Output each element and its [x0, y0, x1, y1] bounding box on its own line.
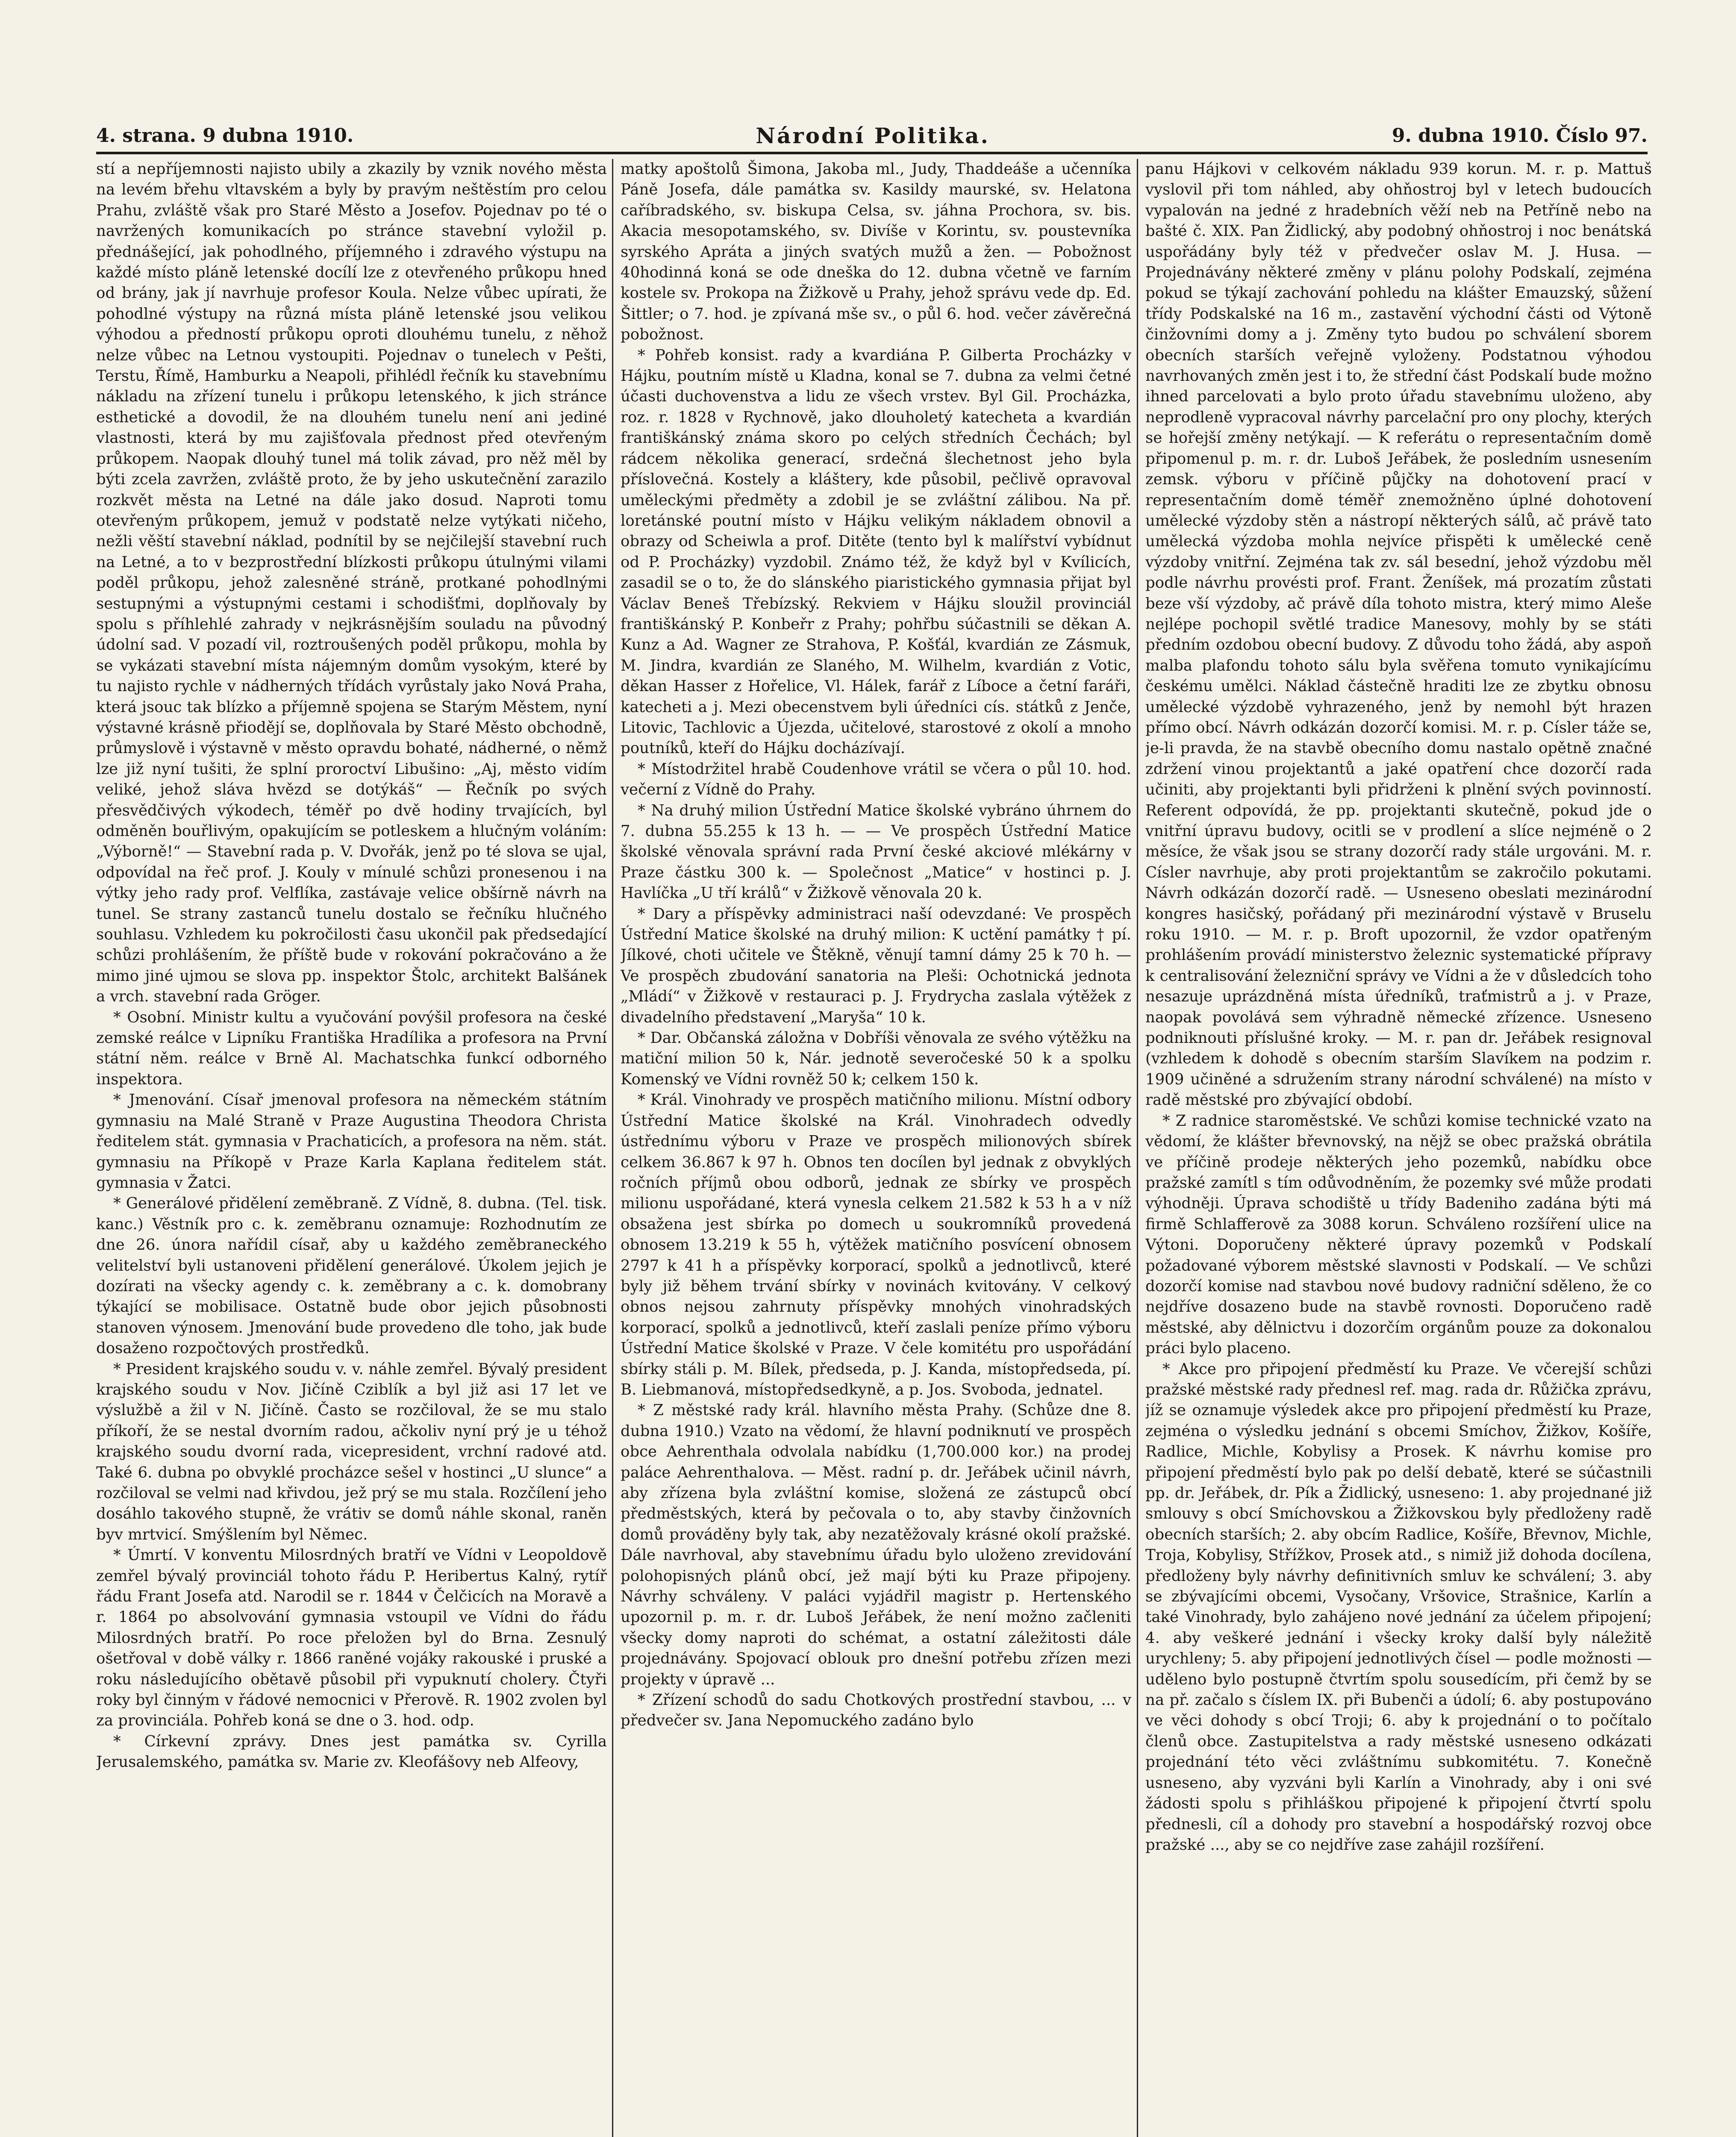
column-3 — [1145, 159, 1652, 2137]
article-paragraph: * Zřízení schodů do sadu Chotkových prostřední stavbou, ... v předvečer sv. Jana Nepomuckého zadáno bylo — [621, 1691, 1131, 1730]
article-paragraph: stí a nepříjemnosti najisto ubily a zkazily by vznik nového města na levém břehu vltavském a byly by pravým neštěstím pro celou Prahu, zvláště však pro Staré Město a Josefov. Pojednav po té o navržených komunikacích po stránce stavební vyložil p. přednášející, jak pohodlného, příjemného i zdravého výstupu na každé místo pláně letenské docílí lze z otevřeného průkopu hned od brány, jak jí navrhuje profesor Koula. Nelze vůbec upírati, že pohodlné výstupy na různá místa pláně letenské jsou velikou výhodou a předností průkopu oproti dlouhému tunelu, z něhož nelze vůbec na Letnou vystoupiti. Pojednav o tunelech v Pešti, Terstu, Římě, Hamburku a Neapoli, přihlédl řečník ku stavebnímu nákladu na zřízení tunelu i průkopu letenského, k jich stránce esthetické a dovodil, že na dlouhém tunelu není ani jediné vlastnosti, která by mu zajišťovala přednost před otevřeným průkopem. Naopak dlouhý tunel má tolik závad, pro něž měl by býti zcela zavržen, zvláště proto, že by jeho uskutečnění zarazilo rozkvět města na Letné na dále jako dosud. Naproti tomu otevřeným průkopem, jemuž v podstatě nelze vytýkati ničeho, nežli věští stavební náklad, podnítil by se nejčilejší stavební ruch na Letné, a to v bezprostřední blízkosti průkopu útulnými vilami poděl průkopu, jehož zalesněné stráně, protkané pohodlnými sestupnými a výstupnými cestami i schodišťmi, doplňovaly by spolu s příhlehlé zahrady v nejkrásnějším souladu na původný údolní sad. V pozadí vil, roztroušených poděl průkopu, mohla by se vykázati stavební místa nájemným domům vysokým, které by tu najisto rychle v nádherných třídách vyrůstaly jako Nová Praha, která jsouc tak blízko a příjemně spojena se Starým Městem, nyní výstavné krásně přiodějí se, doplňovala by Staré Město obchodně, průmyslově i výstavně v město opravdu bohaté, nádherné, o němž lze již nyní tušiti, že splní proroctví Libušino: „Aj, město vidím veliké, jehož sláva hvězd se dotýkáš“ — Řečník po svých přesvědčivých výkodech, téměř po dvě hodiny trvajících, byl odměněn bouřlivým, opakujícím se potleskem a hlučným voláním: „Výborně!“ — Stavební rada p. V. Dvořák, jenž po té slova se ujal, odpovídal na řeč prof. J. Kouly v mínulé schůzi pronesenou i na výtky jeho rady prof. Velflíka, zastávaje velice obšírně návrh na tunel. Se strany zastanců tunelu dostalo se řečníku hlučného souhlasu. Vzhledem ku pokročilosti času ukončil pak předsedající schůzi prohlášením, že příště bude v rokování pokračováno a že mimo jiné ujmou se slova pp. inspektor Štolc, architekt Balšánek a vrch. stavební rada Gröger. — [96, 160, 607, 1006]
page-header — [96, 123, 1648, 148]
article-paragraph: * Akce pro připojení předměstí ku Praze. Ve včerejší schůzi pražské městské rady přednesl ref. mag. rada dr. Růžička zprávu, jíž se oznamuje výsledek akce pro připojení předměstí ku Praze, zejména o výsledku jednání s obcemi Smíchov, Žižkov, Košíře, Radlice, Michle, Kobylisy a Prosek. K návrhu komise pro připojení předměstí bylo pak po delší debatě, které se súčastnili pp. dr. Jeřábek, dr. Pík a Židlický, usneseno: 1. aby projednané již smlouvy s obcí Smíchovskou a Žižkovskou byly předloženy radě obecních starších; 2. aby obcím Radlice, Košíře, Břevnov, Michle, Troja, Kobylisy, Střížkov, Prosek atd., s nimiž již dohoda docílena, předloženy byly návrhy definitivních smluv ke schválení; 3. aby se zbývajícími obcemi, Vysočany, Vršovice, Strašnice, Karlín a také Vinohrady, bylo zahájeno nové jednání za účelem připojení; 4. aby veškeré jednání i všecky kroky další byly náležitě urychleny; 5. aby připojení jednotlivých čísel — podle možnosti — uděleno bylo postupně čtvrtím spolu sousedícím, při čemž by se na př. začalo s číslem IX. při Bubenči a údolí; 6. aby postupováno ve věci dohody s obcí Troji; 6. aby k projednání o to počítalo členů obce. Zastupitelstva a rady městské usneseno odkázati projednání této věci zvláštnímu subkomitétu. 7. Konečně usneseno, aby vyzváni byli Karlín a Vinohrady, aby i oni své žádosti spolu s přihláškou připojené k připojení čtvrtí spolu přednesli, cíl a dohody pro stavební a hospodářský rozvoj obce pražské ..., aby se co nejdříve zase zahájil rozšíření. — [1145, 1360, 1652, 1854]
article-paragraph: * Pohřeb konsist. rady a kvardiána P. Gilberta Procházky v Hájku, poutním místě u Kladna, konal se 7. dubna za velmi četné účasti duchovenstva a lidu ze všech vrstev. Byl Gil. Procházka, roz. r. 1828 v Rychnově, jako dlouholetý katecheta a kvardián františkánský známa skoro po celých středních Čechách; byl rádcem několika generací, srdečná šlechetnost jeho byla příslovečná. Kostely a kláštery, kde působil, pečlivě opravoval uměleckými předměty a zdobil je se zvláštní zálibou. Na př. loretánské poutní místo v Hájku velikým nákladem obnovil a obrazy od Scheiwla a prof. Ditěte (tento byl k malířství vybídnut od P. Procházky) vyzdobil. Známo též, že když byl v Kvílicích, zasadil se o to, že do slánského piaristického gymnasia přijat byl Václav Beneš Třebízský. Rekviem v Hájku sloužil provinciál františkánský P. Konbeřr z Prahy; pohřbu súčastnili se děkan A. Kunz a Ad. Wagner ze Strahova, P. Košťál, kvardián ze Zásmuk, M. Jindra, kvardián ze Slaného, M. Wilhelm, kvardián z Votic, děkan Hasser z Hořelice, Vl. Hálek, farář z Líboce a četní faráři, katecheti a j. Mezi obecenstvem byli úředníci cís. státků z Jenče, Litovic, Tachlovic a Újezda, učitelové, starostové z okolí a mnoho poutníků, kteří do Hájku docházívají. — [621, 346, 1131, 757]
article-paragraph: * Církevní zprávy. Dnes jest památka sv. Cyrilla Jerusalemského, památka sv. Marie zv. Kleofášovy neb Alfeovy, — [96, 1732, 607, 1771]
column-divider — [612, 159, 613, 2137]
article-paragraph: * Generálové přidělení zeměbraně. Z Vídně, 8. dubna. (Tel. tisk. kanc.) Věstník pro c. k. zeměbranu oznamuje: Rozhodnutím ze dne 26. února nařídil císař, aby u každého zeměbraneckého velitelství byli ustanoveni přidělení generálové. Úkolem jejich je dozírati na všecky agendy c. k. zeměbrany a c. k. domobrany týkající se mobilisace. Ostatně bude obor jejich působnosti stanoven výnosem. Jmenování bude provedeno dle toho, jak bude dosaženo rozpočtových prostředků. — [96, 1195, 607, 1357]
article-paragraph: matky apoštolů Šimona, Jakoba ml., Judy, Thaddeáše a učenníka Páně Josefa, dále památka sv. Kasildy maurské, sv. Helatona caříbradského, sv. biskupa Celsa, sv. jáhna Prochora, sv. bis. Akacia mesopotamského, sv. Divíše v Korintu, sv. poustevníka syrského Apráta a jiných svatých mužů a žen. — Pobožnost 40hodinná koná se ode dneška do 12. dubna včetně ve farním kostele sv. Prokopa na Žižkově u Prahy, jehož správu vede dp. Ed. Šittler; o 7. hod. je zpívaná mše sv., o půl 6. hod. večer závěrečná pobožnost. — [621, 160, 1131, 344]
header-issue-number: 9. dubna 1910. Číslo 97. — [1392, 124, 1648, 147]
article-paragraph: * Místodržitel hrabě Coudenhove vrátil se včera o půl 10. hod. večerní z Vídně do Prahy. — [621, 760, 1131, 799]
header-page-date: 4. strana. 9 dubna 1910. — [96, 124, 354, 147]
article-paragraph: * President krajského soudu v. v. náhle zemřel. Bývalý president krajského soudu v Nov. Jičíně Cziblík a byl již asi 17 let ve výslužbě a žil v N. Jičíně. Často se rozčiloval, že se mu stalo příkoří, že se nestal dvorním radou, ačkoliv nyní prý je u téhož krajského soudu dvorní rada, vicepresident, vrchní radové atd. Také 6. dubna po obvyklé procházce sešel v hostinci „U slunce“ a rozčiloval se velmi nad křivdou, jež prý se mu stala. Rozčílení jeho dosáhlo takového stupně, že vrátiv se domů náhle skonal, raněn byv mrtvicí. Smýšlením byl Němec. — [96, 1360, 607, 1543]
article-paragraph: * Úmrtí. V konventu Milosrdných bratří ve Vídni v Leopoldově zemřel bývalý provinciál tohoto řádu P. Heribertus Kalný, rytíř řádu Frant Josefa atd. Narodil se r. 1844 v Čelčicích na Moravě a r. 1864 po absolvování gymnasia vstoupil ve Vídni do řádu Milosrdných bratří. Po roce přeložen byl do Brna. Zesnulý ošetřoval v době války r. 1866 raněné vojáky rakouské i pruské a roku následujícího obětavě působil při vypuknutí cholery. Čtyři roky byl činným v řádové nemocnici v Přerově. R. 1902 zvolen byl za provinciála. Pohřeb koná se dne o 3. hod. odp. — [96, 1546, 607, 1730]
article-paragraph: * Jmenování. Císař jmenoval profesora na německém státním gymnasiu na Malé Straně v Praze Augustina Theodora Christa ředitelem stát. gymnasia v Prachaticích, a profesora na něm. stát. gymnasiu na Příkopě v Praze Karla Kaplana ředitelem stát. gymnasia v Žatci. — [96, 1091, 607, 1192]
article-paragraph: panu Hájkovi v celkovém nákladu 939 korun. M. r. p. Mattuš vyslovil při tom náhled, aby ohňostroj byl v letech budoucích vypalován na jedné z hradebních věží neb na Petříně nebo na bašté č. XIX. Pan Židlický, aby podobný ohňostroj i noc benátská uspořádány byly též v předvečer oslav M. J. Husa. — Projednávány některé změny v plánu polohy Podskalí, zejména pokud se týkají zachování pohledu na klášter Emauzský, sůžení třídy Podskalské na 16 m., zastavění východní části od Výtoně činžovními domy a j. Změny tyto budou po schválení sborem obecních starších veřejně vyloženy. Podstatnou výhodou navrhovaných změn jest i to, že střední část Podskalí bude možno ihned parcelovati a bylo proto úřadu stavebnímu uloženo, aby neprodleně vypracoval návrhy parcelační pro ony plochy, kterých se hořejší změny netýkají. — K referátu o representačním domě připomenul p. m. r. dr. Luboš Jeřábek, že posledním usnesením zemsk. výboru v příčině půjčky na dohotovení prací v representačním domě téměř znemožněno úplné dohotovení umělecké výzdoby stěn a nástropí některých sálů, ač právě tato umělecká výzdoba mohla nejvíce přispěti k umělecké ceně výzdoby vnitřní. Zejména tak zv. sál besední, jehož výzdobu měl podle návrhu provésti prof. Frant. Ženíšek, má prozatím zůstati beze vší výzdoby, ač právě díla tohoto mistra, který mimo Aleše nejlépe pochopil světlé tradice Manesovy, mohly by se státi předním ozdobou obecní budovy. Z důvodu toho žádá, aby aspoň malba plafondu tohoto sálu byla svěřena tomuto vynikajícímu českému umělci. Náklad částečně hraditi lze ze zbytku obnosu umělecké výzdobě vyhrazeného, jenž by nemohl být hrazen přímo obcí. Návrh odkázán dozorčí komisi. M. r. p. Císler táže se, je-li pravda, že na stavbě obecního domu nastalo opětně značné zdržení vinou projektantů a jaké opatření chce dozorčí rada učiniti, aby projektanti byli přidrženi k plnění svých povinností. Referent odpovídá, že pp. projektanti skutečně, pokud jde o vnitřní úpravu budovy, ocitli se v prodlení a slíce nejméně o 2 měsíce, že však jsou se strany dozorčí rady stále urgováni. M. r. Císler navrhuje, aby proti projektantům se zakročilo pokutami. Návrh odkázán dozorčí radě. — Usneseno obeslati mezinárodní kongres hasičský, pořádaný při mezinárodní výstavě v Bruselu roku 1910. — M. r. p. Broft upozornil, že vzdor opatřeným prohlášením provádí ministerstvo železnic systematické přípravy k centralisování železniční správy ve Vídni a že v důsledcích toho nesazuje uprázdněná místa úředníků, traťmistrů a j. v Praze, naopak povolává sem výhradně německé zřízence. Usneseno podniknouti příslušné kroky. — M. r. pan dr. Jeřábek resignoval (vzhledem k dohodě s obecním starším Slavíkem na podzim r. 1909 učiněné a sdružením strany národní schválené) na místo v radě městské pro zbývající období. — [1145, 160, 1652, 1109]
article-paragraph: * Král. Vinohrady ve prospěch matičního milionu. Místní odbory Ústřední Matice školské na Král. Vinohradech odvedly ústřednímu výboru v Praze ve prospěch milionových sbírek celkem 36.867 k 97 h. Obnos ten docílen byl jednak z obvyklých ročních příjmů obou odborů, jednak ze sbírky ve prospěch milionu uspořádané, která vynesla celkem 21.582 k 53 h a v níž obsažena jest sbírka po domech u soukromníků provedená obnosem 13.219 k 55 h, výtěžek matičního posvícení obnosem 2797 k 41 h a příspěvky korporací, spolků a jednotlivců, které byly již během trvání sbírky v novinách kvitovány. V celkový obnos nejsou zahrnuty příspěvky mnohých vinohradských korporací, spolků a jednotlivců, kteří zaslali peníze přímo výboru Ústřední Matice školské v Praze. V čele komitétu pro uspořádání sbírky stáli p. M. Bílek, předseda, p. J. Kanda, místopředseda, pí. B. Liebmanová, místopředsedkyně, a p. Jos. Svoboda, jednatel. — [621, 1091, 1131, 1398]
header-rule — [96, 152, 1648, 154]
column-1 — [96, 159, 607, 2137]
article-paragraph: * Dar. Občanská záložna v Dobříši věnovala ze svého výtěžku na matiční milion 50 k, Nár. jednotě severočeské 50 k a spolku Komenský ve Vídni rovněž 50 k; celkem 150 k. — [621, 1029, 1131, 1088]
column-2 — [621, 159, 1131, 2137]
article-paragraph: * Osobní. Ministr kultu a vyučování povýšil profesora na české zemské reálce v Lipníku Františka Hradílika a profesora na První státní něm. reálce v Brně Al. Machatschka funkcí odborného inspektora. — [96, 1008, 607, 1088]
article-paragraph: * Dary a příspěvky administraci naší odevzdané: Ve prospěch Ústřední Matice školské na druhý milion: K uctění památky † pí. Jílkové, choti učitele ve Štěkně, věnují tamní dámy 25 k 70 h. — Ve prospěch zbudování sanatoria na Pleši: Ochotnická jednota „Mládí“ v Žižkově v restauraci p. J. Frydrycha zaslala výtěžek z divadelního představení „Maryša“ 10 k. — [621, 905, 1131, 1026]
newspaper-title: Národní Politika. — [756, 123, 990, 148]
article-paragraph: * Z městské rady král. hlavního města Prahy. (Schůze dne 8. dubna 1910.) Vzato na vědomí, že hlavní podniknutí ve prospěch obce Aehrenthala odvolala nabídku (1,700.000 kor.) na prodej paláce Aehrenthalova. — Měst. radní p. dr. Jeřábek učinil návrh, aby zřízena byla zvláštní komise, složená ze zástupců obcí předměstských, která by pečovala o to, aby stavby činžovních domů prováděny byly tak, aby nezatěžovaly krásné okolí pražské. Dále navrhoval, aby stavebnímu úřadu bylo uloženo zrevidování polohopisných plánů obcí, jež mají býti ku Praze připojeny. Návrhy schváleny. V paláci vyjádřil magistr p. Hertenského upozornil p. m. r. dr. Luboš Jeřábek, že není možno začleniti všecky domy naproti do schémat, a ostatní záležitosti dále projednávány. Spojovací oblouk pro dnešní potřebu zřízen mezi projekty v úpravě ... — [621, 1401, 1131, 1688]
column-divider — [1137, 159, 1138, 2137]
article-paragraph: * Z radnice staroměstské. Ve schůzi komise technické vzato na vědomí, že klášter břevnovský, na nějž se obec pražská obrátila ve příčině prodeje některých jeho pozemků, nabídku obce pražské zamítl s tím odůvodněním, že pozemky své může prodati výhodněji. Úprava schodiště u třídy Badeniho zadána býti má firmě Schlafferově za 3088 korun. Schváleno rozšíření ulice na Výtoni. Doporučeny některé úpravy pozemků v Podskalí požadované výborem městské slavnosti v Podskalí. — Ve schůzi dozorčí komise nad stavbou nové budovy radniční sděleno, že co nejdříve dosazeno bude na stavbě rovnosti. Doporučeno radě městské, aby dělnictvu i dozorčím orgánům pouze za dokonalou práci bylo placeno. — [1145, 1112, 1652, 1357]
article-paragraph: * Na druhý milion Ústřední Matice školské vybráno úhrnem do 7. dubna 55.255 k 13 h. — — Ve prospěch Ústřední Matice školské věnovala správní rada První české akciové mlékárny v Praze částku 300 k. — Společnost „Matice“ v hostinci p. J. Havlíčka „U tří králů“ v Žižkově věnovala 20 k. — [621, 801, 1131, 902]
